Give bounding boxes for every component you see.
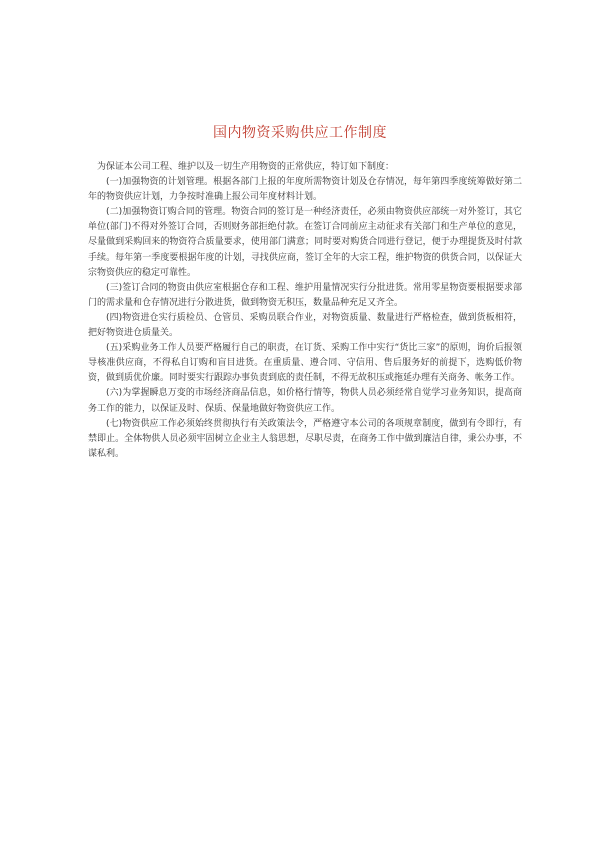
clause-4-paragraph: (四)物资进仓实行质检员、仓管员、采购员联合作业，对物资质量、数量进行严格检查，做到货板相符，把好物资进仓质量关。 xyxy=(88,312,522,339)
intro-paragraph: 为保证本公司工程、维护以及一切生产用物资的正常供应，特订如下制度： xyxy=(97,162,395,172)
clause-6-paragraph: (六)为掌握瞬息万变的市场经济商品信息，如价格行情等，物供人员必须经常自觉学习业务知识，提高商务工作的能力，以保证及时、保质、保量地做好物资供应工作。 xyxy=(88,388,522,414)
clause-7-paragraph: (七)物资供应工作必须始终贯彻执行有关政策法令，严格遵守本公司的各项规章制度，做到有令即行，有禁即止。全体物供人员必须牢固树立企业主人翁思想，尽职尽责，在商务工作中做到廉洁自律，秉公办事，不谋私利。 xyxy=(88,418,522,459)
document-title: 国内物资采购供应工作制度 xyxy=(213,125,387,141)
document-body xyxy=(88,160,522,462)
clause-3-paragraph: (三)签订合同的物资由供应室根据仓存和工程、维护用量情况实行分批进货。常用零星物资要根据要求部门的需求量和仓存情况进行分散进货，做到物资无积压，数量品种充足又齐全。 xyxy=(88,282,522,308)
clause-1-paragraph: (一)加强物资的计划管理。根据各部门上报的年度所需物资计划及仓存情况，每年第四季度统筹做好第二年的物资供应计划，力争按时准确上报公司年度材料计划。 xyxy=(88,177,522,203)
clause-5-paragraph: (五)采购业务工作人员要严格履行自己的职责，在订货、采购工作中实行“货比三家”的原则，询价后报领导核准供应商，不得私自订购和盲目进货。在重质量、遵合同、守信用、售后服务好的前提下，选购低价物资，做到质优价廉。同时要实行跟踪办事负责到底的责任制，不得无故积压或拖延办理有关商务、帐务工作。 xyxy=(88,343,522,384)
clause-2-paragraph: (二)加强物资订购合同的管理。物资合同的签订是一种经济责任，必须由物资供应部统一对外签订，其它单位(部门)不得对外签订合同，否则财务部拒绝付款。在签订合同前应主动征求有关部门和生产单位的意见，尽量做到采购回来的物资符合质量要求，使用部门满意；同时要对购货合同进行登记，便于办理提货及时付款手续。每年第一季度要根据年度的计划，寻找供应商，签订全年的大宗工程，维护物资的供货合同，以保证大宗物资供应的稳定可靠性。 xyxy=(88,207,522,278)
